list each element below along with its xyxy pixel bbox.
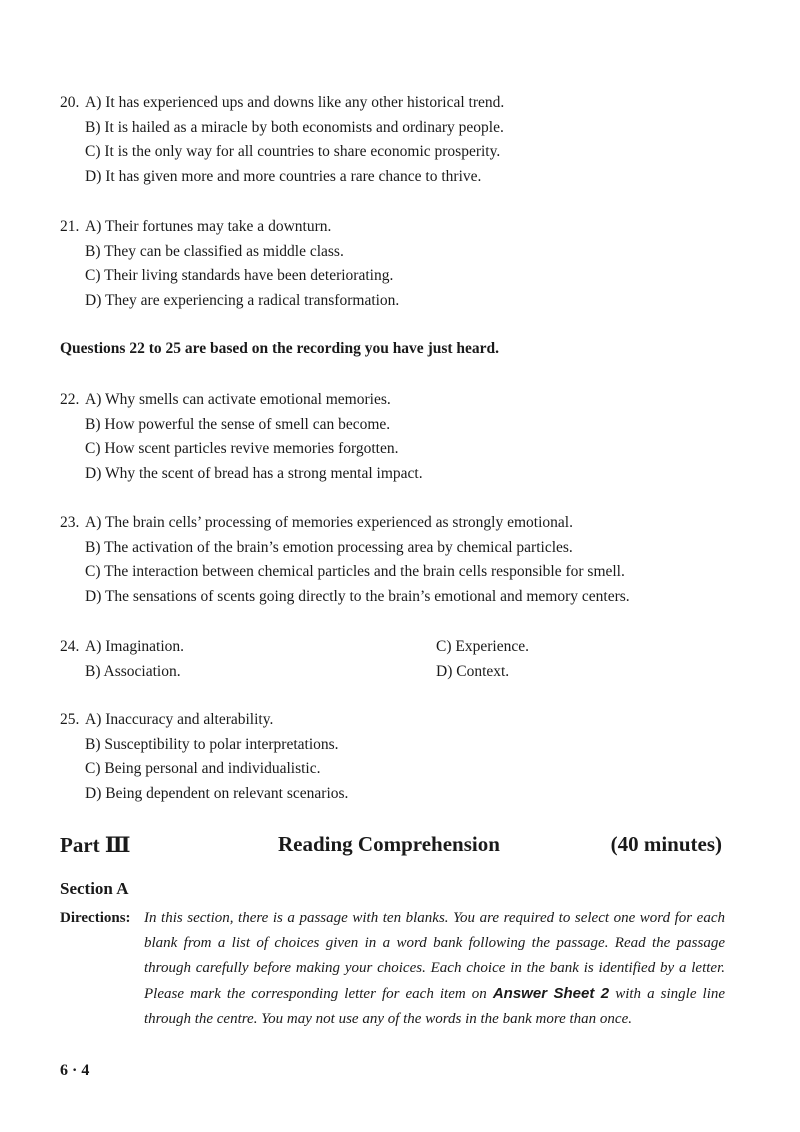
question-23 bbox=[60, 511, 630, 609]
directions-text-after: with a single line through the centre. You may not use any of the words in the bank more than once. bbox=[144, 986, 726, 1027]
directions-block bbox=[60, 906, 725, 1032]
option-b: B) Association. bbox=[85, 662, 181, 680]
question-number: 23. bbox=[60, 514, 80, 531]
option-d: D) Why the scent of bread has a strong mental impact. bbox=[85, 464, 423, 482]
question-number: 20. bbox=[60, 94, 80, 111]
question-number: 21. bbox=[60, 218, 80, 235]
option-a: A) The brain cells’ processing of memories experienced as strongly emotional. bbox=[85, 514, 573, 531]
answer-sheet-label: Answer Sheet 2 bbox=[492, 985, 610, 1002]
option-b: B) How powerful the sense of smell can become. bbox=[85, 415, 391, 433]
option-c: C) Being personal and individualistic. bbox=[85, 760, 321, 778]
part-time: (40 minutes) bbox=[610, 832, 722, 856]
option-b: B) Susceptibility to polar interpretations. bbox=[85, 735, 339, 753]
option-d: D) It has given more and more countries a rare chance to thrive. bbox=[85, 167, 482, 185]
question-25 bbox=[60, 708, 348, 806]
option-d: D) Being dependent on relevant scenarios. bbox=[85, 784, 349, 802]
option-a: A) Imagination. bbox=[85, 638, 185, 655]
section-title: Section A bbox=[60, 879, 129, 898]
directions-text-before: In this section, there is a passage with ten blanks. You are required to select one word for each blank from a list of choices given in a word bank following the passage. Read the passage through carefully before making your choices. Each choice in the bank is identified by a letter. Please mark the corresponding letter for each item on bbox=[144, 910, 725, 1002]
question-number: 25. bbox=[60, 711, 80, 728]
option-a: A) Why smells can activate emotional memories. bbox=[85, 391, 391, 408]
option-a: A) Their fortunes may take a downturn. bbox=[85, 218, 332, 235]
question-number: 24. bbox=[60, 638, 80, 655]
option-c: C) It is the only way for all countries to share economic prosperity. bbox=[85, 143, 501, 161]
part-heading bbox=[60, 832, 722, 862]
page-number: 6 · 4 bbox=[60, 1062, 90, 1079]
question-24 bbox=[60, 635, 740, 684]
part-title: Reading Comprehension bbox=[278, 832, 500, 856]
option-b: B) They can be classified as middle class. bbox=[85, 242, 344, 260]
part-label: Part Ⅲ bbox=[60, 833, 131, 857]
question-21 bbox=[60, 215, 399, 313]
option-d: D) The sensations of scents going directly to the brain’s emotional and memory centers. bbox=[85, 587, 630, 605]
option-b: B) The activation of the brain’s emotion processing area by chemical particles. bbox=[85, 538, 573, 556]
directions-text bbox=[144, 906, 725, 1032]
directions-label: Directions: bbox=[60, 910, 131, 926]
option-c: C) Experience. bbox=[436, 638, 529, 655]
option-d: D) They are experiencing a radical transformation. bbox=[85, 291, 400, 309]
question-number: 22. bbox=[60, 391, 80, 408]
question-20 bbox=[60, 91, 504, 189]
option-c: C) The interaction between chemical particles and the brain cells responsible for smell. bbox=[85, 563, 625, 581]
option-d: D) Context. bbox=[436, 662, 510, 680]
recording-heading: Questions 22 to 25 are based on the recording you have just heard. bbox=[60, 340, 500, 357]
question-22 bbox=[60, 388, 423, 486]
option-a: A) It has experienced ups and downs like any other historical trend. bbox=[85, 94, 505, 111]
option-c: C) Their living standards have been deteriorating. bbox=[85, 267, 394, 285]
option-b: B) It is hailed as a miracle by both economists and ordinary people. bbox=[85, 118, 504, 136]
option-c: C) How scent particles revive memories forgotten. bbox=[85, 440, 399, 458]
option-a: A) Inaccuracy and alterability. bbox=[85, 711, 274, 728]
